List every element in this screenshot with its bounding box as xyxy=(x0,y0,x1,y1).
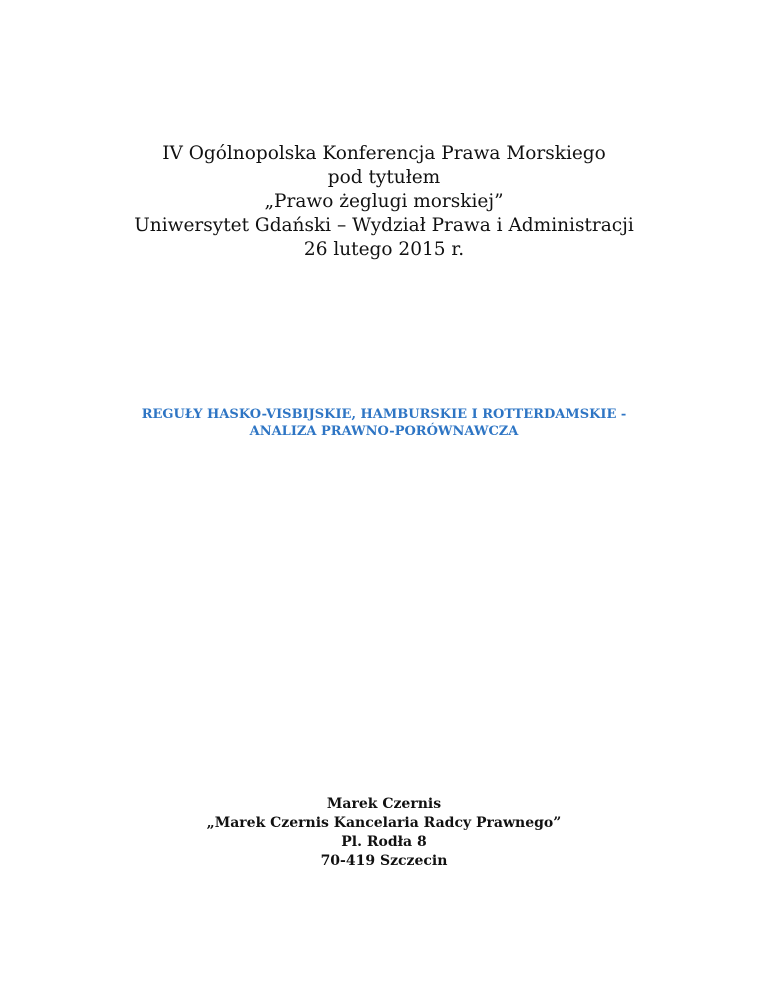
conference-name: IV Ogólnopolska Konferencja Prawa Morskiego xyxy=(162,143,606,164)
author-block xyxy=(84,795,684,871)
paper-title xyxy=(84,406,684,440)
author-firm: „Marek Czernis Kancelaria Radcy Prawnego” xyxy=(206,815,562,831)
paper-title-line-1: REGUŁY HASKO-VISBIJSKIE, HAMBURSKIE I ROTTERDAMSKIE - xyxy=(141,407,627,422)
conference-header xyxy=(84,142,684,262)
conference-date: 26 lutego 2015 r. xyxy=(303,239,465,260)
author-street: Pl. Rodła 8 xyxy=(341,834,427,850)
conference-theme: „Prawo żeglugi morskiej” xyxy=(264,191,504,212)
author-city: 70-419 Szczecin xyxy=(320,853,448,869)
paper-title-line-2: ANALIZA PRAWNO-PORÓWNAWCZA xyxy=(249,424,519,439)
author-name: Marek Czernis xyxy=(326,796,442,812)
conference-host: Uniwersytet Gdański – Wydział Prawa i Administracji xyxy=(134,215,634,236)
conference-subtitle-label: pod tytułem xyxy=(327,167,441,188)
